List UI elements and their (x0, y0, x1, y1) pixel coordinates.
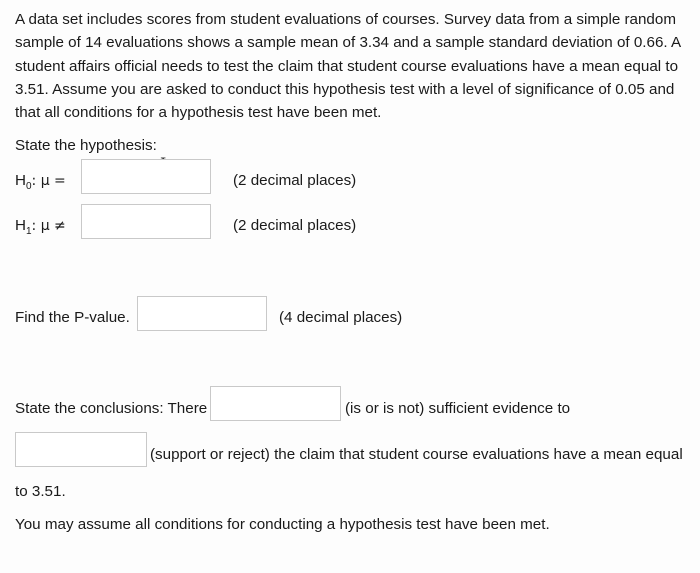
support-reject-input[interactable] (15, 432, 147, 467)
h0-label: $H_0$: μ = (15, 172, 66, 193)
h1-label: $H_1$: μ ≠ (15, 217, 66, 238)
h0-mean-input[interactable] (81, 159, 211, 194)
evidence-input[interactable] (210, 386, 341, 421)
conclusion-tail: to 3.51. (15, 483, 66, 500)
h1-hint: (2 decimal places) (233, 217, 357, 234)
conclusion-suffix1: (is or is not) sufficient evidence to (345, 400, 571, 417)
pvalue-label: Find the P-value. (15, 309, 130, 326)
footer-note: You may assume all conditions for conducting a hypothesis test have been met. (15, 516, 550, 533)
conclusion-suffix2: (support or reject) the claim that student course evaluations have a mean equal (150, 446, 683, 463)
conclusion-prefix: State the conclusions: There (15, 400, 208, 417)
pvalue-input[interactable] (137, 296, 267, 331)
problem-statement: A data set includes scores from student evaluations of courses. Survey data from a simple random sample of 14 evaluations shows a sample mean of 3.34 and a sample standard deviation of 0.66. A student affairs official needs to test the claim that student course evaluations have a mean equal to 3.51. Assume you are asked to conduct this hypothesis test with a level of significance of 0.05 and that all conditions for a hypothesis test have been met. (15, 11, 681, 122)
h1-mean-input[interactable] (81, 204, 211, 239)
hypothesis-prompt: State the hypothesis: (15, 137, 157, 154)
pvalue-hint: (4 decimal places) (279, 309, 403, 326)
h0-hint: (2 decimal places) (233, 172, 357, 189)
